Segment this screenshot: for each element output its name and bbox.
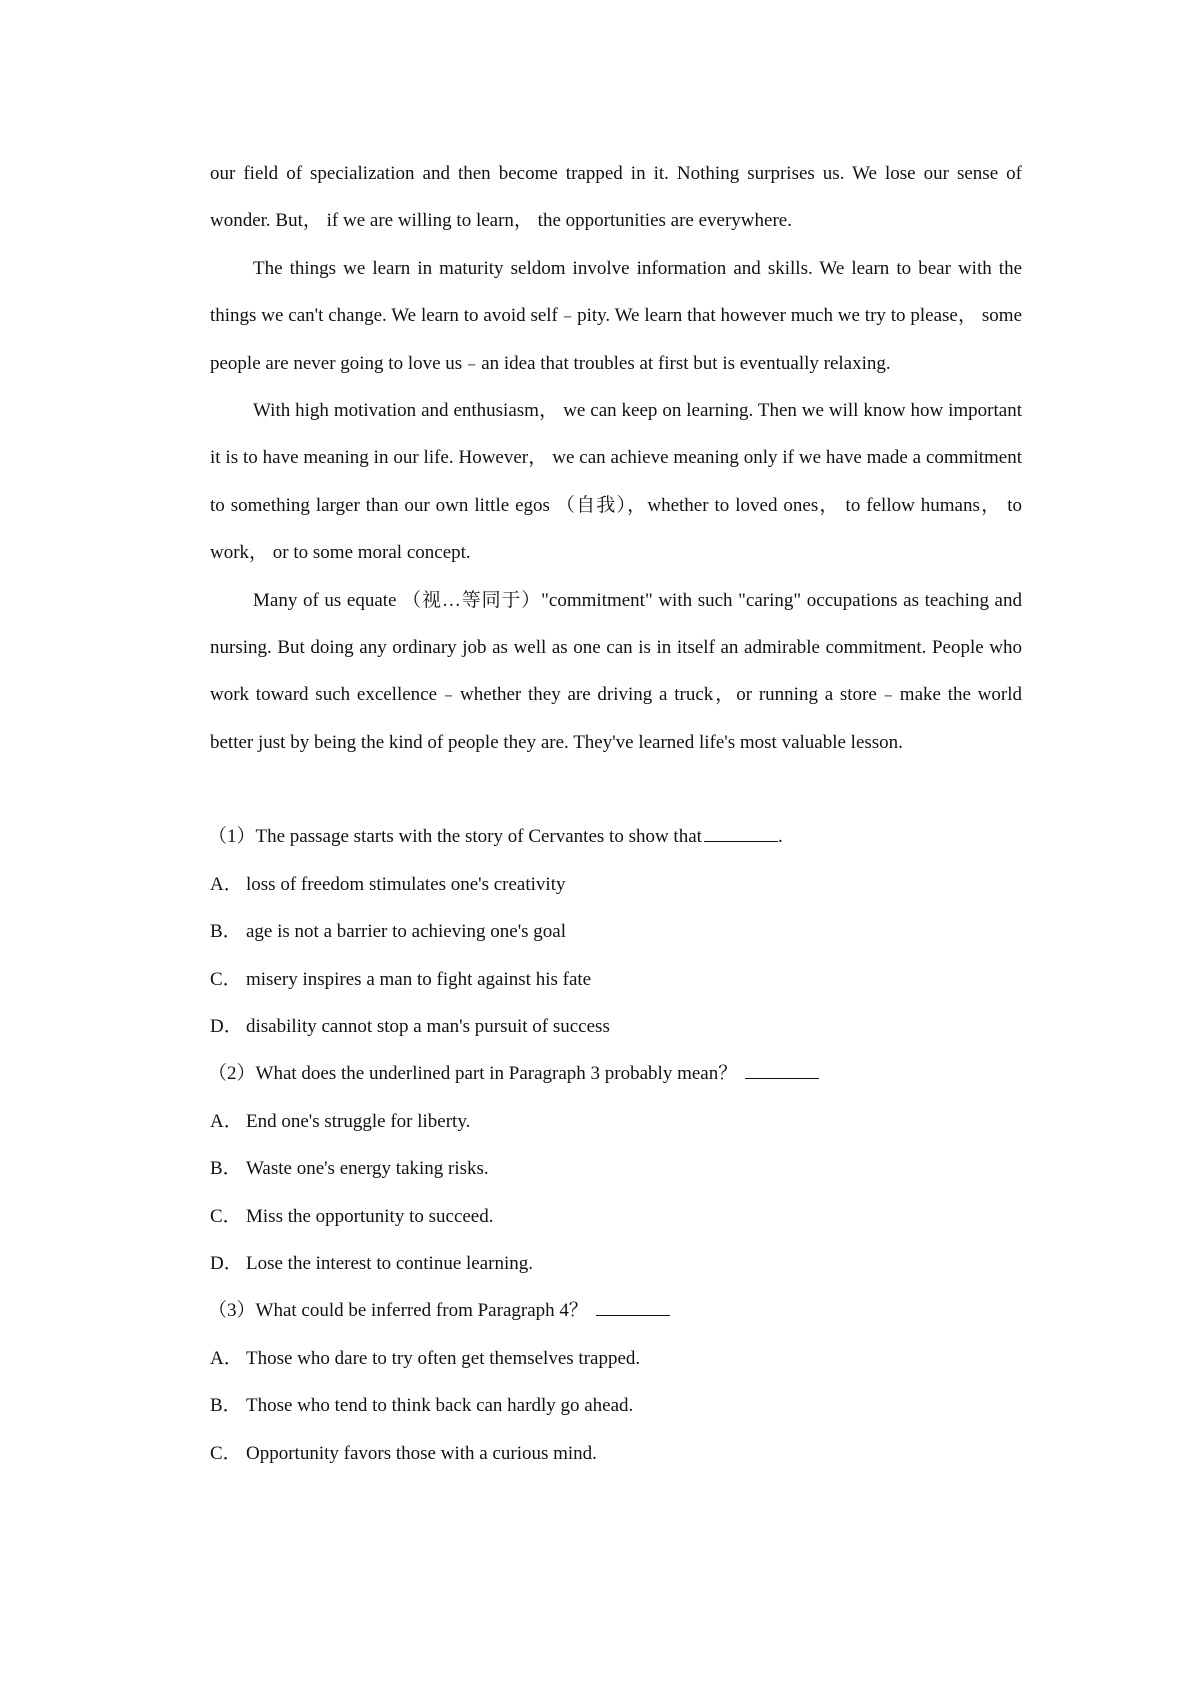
option-letter: C． bbox=[210, 1205, 242, 1227]
question-number: （1） bbox=[208, 826, 256, 848]
question-stem: What does the underlined part in Paragraph 3 probably mean？ bbox=[255, 1063, 738, 1085]
question-number: （3） bbox=[208, 1300, 256, 1322]
option-letter: B． bbox=[210, 1158, 242, 1180]
passage-paragraph: our field of specialization and then become trapped in it. Nothing surprises us. We lose our sense of wonder. But， if we are willing to learn， the opportunities are everywhere. bbox=[210, 163, 1022, 232]
option-letter: B． bbox=[210, 1395, 242, 1417]
question-1 bbox=[210, 813, 1022, 860]
option-c[interactable] bbox=[210, 956, 1022, 1003]
question-2 bbox=[210, 1050, 1022, 1097]
option-d[interactable] bbox=[210, 1003, 1022, 1050]
option-b[interactable] bbox=[210, 908, 1022, 955]
option-letter: A． bbox=[210, 873, 243, 895]
option-a[interactable] bbox=[210, 1098, 1022, 1145]
passage-paragraph: With high motivation and enthusiasm， we can keep on learning. Then we will know how important it is to have meaning in our life. However， we can achieve meaning only if we have made a commitment to something larger than our own little egos （自我），whether to loved ones， to fellow humans， to work， or to some moral concept. bbox=[210, 400, 1022, 564]
answer-blank[interactable] bbox=[745, 1064, 819, 1079]
option-letter: C． bbox=[210, 968, 242, 990]
option-letter: D． bbox=[210, 1015, 243, 1037]
option-text: Those who tend to think back can hardly go ahead. bbox=[246, 1395, 634, 1417]
option-text: disability cannot stop a man's pursuit of success bbox=[246, 1015, 610, 1037]
option-letter: C． bbox=[210, 1442, 242, 1464]
option-a[interactable] bbox=[210, 861, 1022, 908]
option-letter: A． bbox=[210, 1110, 243, 1132]
option-text: loss of freedom stimulates one's creativity bbox=[246, 873, 566, 895]
option-text: Waste one's energy taking risks. bbox=[246, 1158, 489, 1180]
option-text: age is not a barrier to achieving one's goal bbox=[246, 921, 566, 943]
document-page bbox=[210, 150, 1022, 1477]
option-text: Opportunity favors those with a curious mind. bbox=[246, 1442, 597, 1464]
option-text: Miss the opportunity to succeed. bbox=[246, 1205, 494, 1227]
question-3 bbox=[210, 1287, 1022, 1334]
option-c[interactable] bbox=[210, 1193, 1022, 1240]
option-d[interactable] bbox=[210, 1240, 1022, 1287]
answer-blank[interactable] bbox=[704, 827, 778, 842]
passage-paragraph: The things we learn in maturity seldom involve information and skills. We learn to bear with the things we can't change. We learn to avoid self﹣pity. We learn that however much we try to please， some people are never going to love us﹣an idea that troubles at first but is eventually relaxing. bbox=[210, 257, 1022, 374]
passage bbox=[210, 150, 1022, 766]
option-b[interactable] bbox=[210, 1382, 1022, 1429]
answer-blank[interactable] bbox=[596, 1301, 670, 1316]
option-b[interactable] bbox=[210, 1145, 1022, 1192]
option-text: Those who dare to try often get themselves trapped. bbox=[246, 1347, 641, 1369]
option-c[interactable] bbox=[210, 1430, 1022, 1477]
question-stem: What could be inferred from Paragraph 4？ bbox=[255, 1300, 588, 1322]
questions bbox=[210, 813, 1022, 1477]
option-text: misery inspires a man to fight against his fate bbox=[246, 968, 592, 990]
option-a[interactable] bbox=[210, 1335, 1022, 1382]
option-text: Lose the interest to continue learning. bbox=[246, 1252, 534, 1274]
option-text: End one's struggle for liberty. bbox=[246, 1110, 471, 1132]
option-letter: D． bbox=[210, 1252, 243, 1274]
section-gap bbox=[210, 766, 1022, 813]
option-letter: B． bbox=[210, 921, 242, 943]
question-stem: The passage starts with the story of Cervantes to show that bbox=[255, 826, 702, 848]
option-letter: A． bbox=[210, 1347, 243, 1369]
question-trailing: . bbox=[777, 826, 783, 848]
question-number: （2） bbox=[208, 1063, 256, 1085]
passage-paragraph: Many of us equate （视…等同于）"commitment" with such "caring" occupations as teaching and nursing. But doing any ordinary job as well as one can is in itself an admirable commitment. People who work toward such excellence﹣whether they are driving a truck，or running a store﹣make the world better just by being the kind of people they are. They've learned life's most valuable lesson. bbox=[210, 589, 1022, 753]
